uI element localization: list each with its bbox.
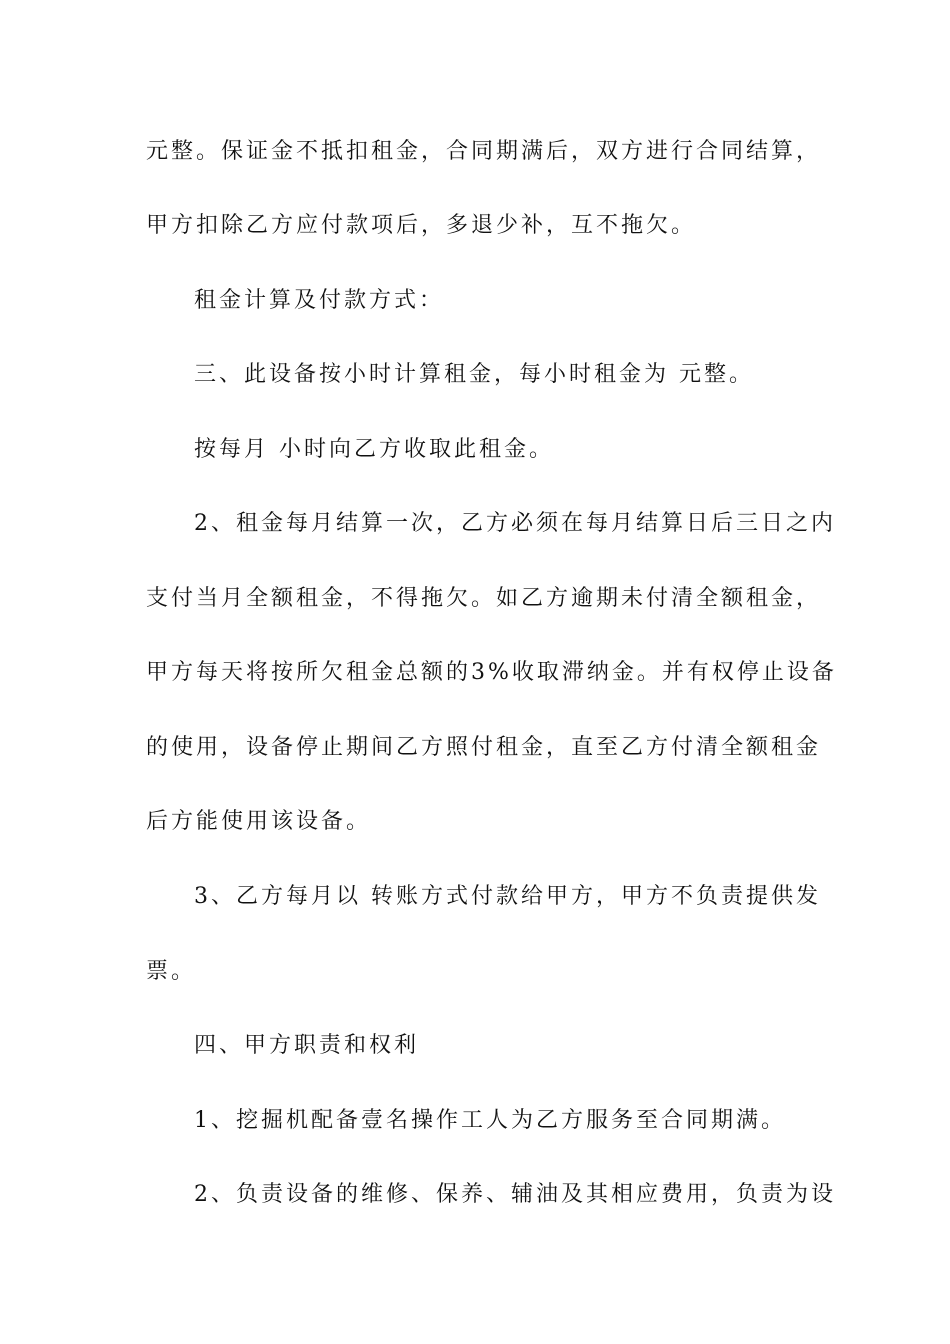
text-line: 2、负责设备的维修、保养、辅油及其相应费用，负责为设	[194, 1182, 836, 1207]
section-heading: 四、甲方职责和权利	[194, 1033, 420, 1058]
text-line: 甲方扣除乙方应付款项后，多退少补，互不拖欠。	[146, 213, 697, 238]
text-line: 元整。保证金不抵扣租金，合同期满后，双方进行合同结算，	[146, 139, 822, 164]
text-line: 后方能使用该设备。	[146, 809, 372, 834]
section-heading: 租金计算及付款方式：	[194, 288, 445, 313]
text-line: 按每月 小时向乙方收取此租金。	[194, 437, 554, 462]
text-line: 三、此设备按小时计算租金，每小时租金为 元整。	[194, 362, 754, 387]
text-line: 票。	[146, 959, 197, 984]
text-line: 甲方每天将按所欠租金总额的3%收取滞纳金。并有权停止设备	[146, 660, 837, 685]
text-line: 1、挖掘机配备壹名操作工人为乙方服务至合同期满。	[194, 1108, 786, 1133]
text-line: 2、租金每月结算一次，乙方必须在每月结算日后三日之内	[194, 511, 836, 536]
text-line: 3、乙方每月以 转账方式付款给甲方，甲方不负责提供发	[194, 884, 821, 909]
text-line: 的使用，设备停止期间乙方照付租金，直至乙方付清全额租金	[146, 735, 822, 760]
text-line: 支付当月全额租金，不得拖欠。如乙方逾期未付清全额租金，	[146, 586, 822, 611]
